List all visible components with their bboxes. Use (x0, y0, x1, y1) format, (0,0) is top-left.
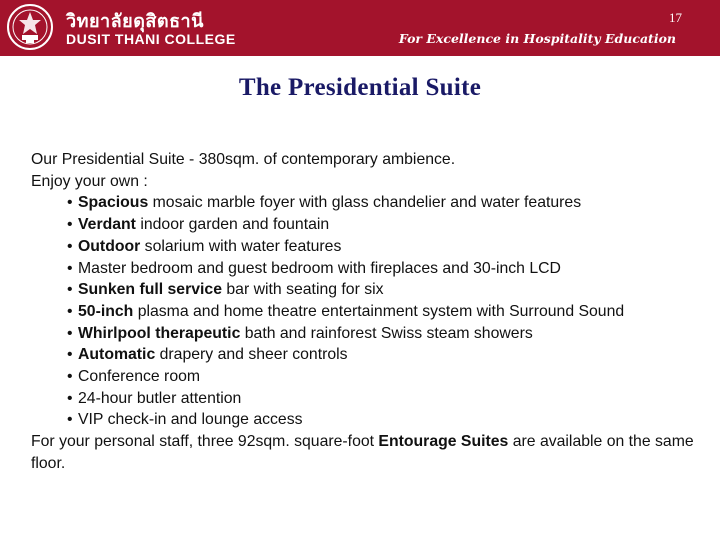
list-item: • Automatic drapery and sheer controls (67, 346, 348, 364)
intro-line: Our Presidential Suite - 380sqm. of contemporary ambience. (31, 151, 456, 168)
list-item: • Spacious mosaic marble foyer with glass chandelier and water features (67, 194, 582, 212)
list-item: • Sunken full service bar with seating for six (67, 281, 384, 299)
list-item: • 24-hour butler attention (67, 389, 242, 407)
list-item: • Master bedroom and guest bedroom with fireplaces and 30-inch LCD (67, 259, 561, 277)
college-crest-icon (6, 3, 54, 51)
list-item: • 50-inch plasma and home theatre entertainment system with Surround Sound (67, 302, 625, 320)
brand-name-thai: วิทยาลัยดุสิตธานี (66, 11, 204, 32)
list-item: • Verdant indoor garden and fountain (67, 216, 330, 234)
body-content (31, 149, 701, 475)
header-band (0, 0, 720, 56)
page-number: 17 (669, 10, 682, 25)
list-item: • Whirlpool therapeutic bath and rainforest Swiss steam showers (67, 324, 533, 342)
brand-name-english: DUSIT THANI COLLEGE (66, 31, 236, 47)
page-title: The Presidential Suite (238, 74, 482, 101)
tagline: For Excellence in Hospitality Education (398, 31, 676, 46)
enjoy-line: Enjoy your own : (31, 172, 148, 190)
list-item: • VIP check-in and lounge access (67, 411, 303, 429)
amenity-list (31, 192, 701, 431)
closing-paragraph: For your personal staff, three 92sqm. square-foot Entourage Suites are available on the same floor. (31, 433, 694, 472)
list-item: • Outdoor solarium with water features (67, 237, 342, 255)
list-item: • Conference room (67, 368, 201, 386)
